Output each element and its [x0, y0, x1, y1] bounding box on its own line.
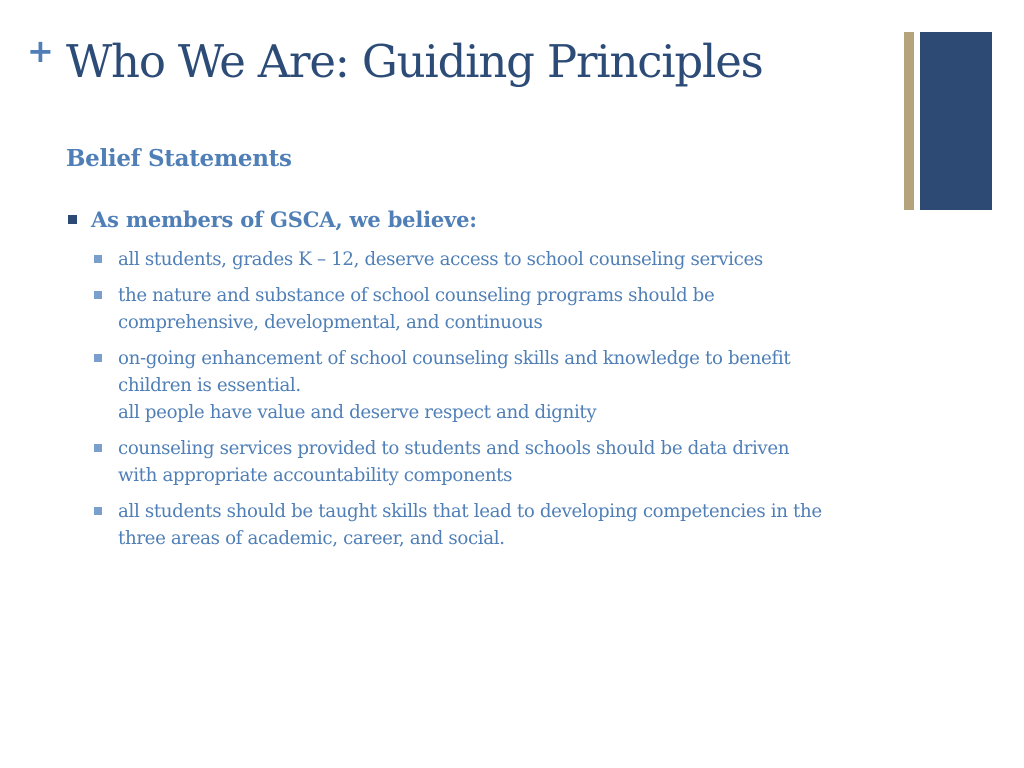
- belief-list: [94, 246, 954, 561]
- lead-bullet: [68, 207, 477, 232]
- list-item-text: three areas of academic, career, and social.: [118, 528, 505, 549]
- list-item-text: comprehensive, developmental, and continuous: [118, 312, 543, 333]
- slide-title: Who We Are: Guiding Principles: [66, 35, 763, 88]
- list-item-text: all students should be taught skills that lead to developing competencies in the: [118, 501, 822, 522]
- list-item: [94, 246, 954, 273]
- list-item-text: counseling services provided to students and schools should be data driven: [118, 438, 790, 459]
- list-item-text: the nature and substance of school counseling programs should be: [118, 285, 715, 306]
- list-item: [94, 435, 954, 489]
- plus-icon: +: [27, 32, 54, 70]
- decorative-navy-block: [920, 32, 992, 210]
- list-item: [94, 282, 954, 336]
- list-item-text: children is essential.: [118, 375, 301, 396]
- slide-subtitle: Belief Statements: [66, 145, 292, 172]
- square-bullet-icon: [68, 215, 77, 224]
- square-bullet-icon: [94, 255, 102, 263]
- square-bullet-icon: [94, 444, 102, 452]
- square-bullet-icon: [94, 507, 102, 515]
- list-item-text: with appropriate accountability components: [118, 465, 513, 486]
- square-bullet-icon: [94, 354, 102, 362]
- lead-text: As members of GSCA, we believe:: [91, 207, 477, 232]
- list-item-text: on-going enhancement of school counseling skills and knowledge to benefit: [118, 348, 791, 369]
- list-item-text: all students, grades K – 12, deserve access to school counseling services: [118, 249, 763, 270]
- list-item: [94, 345, 954, 426]
- square-bullet-icon: [94, 291, 102, 299]
- list-item-text: all people have value and deserve respect and dignity: [118, 402, 597, 423]
- decorative-gold-bar: [904, 32, 914, 210]
- list-item: [94, 498, 954, 552]
